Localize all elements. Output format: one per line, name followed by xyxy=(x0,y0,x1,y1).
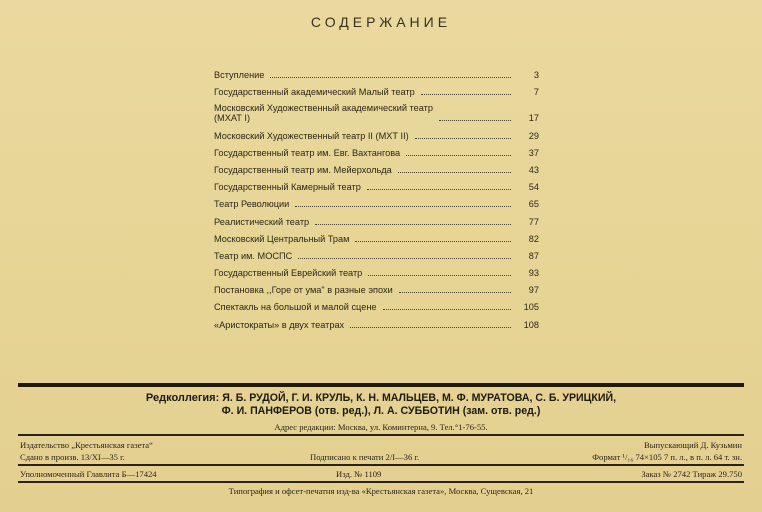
divider xyxy=(18,434,744,436)
toc-entry-title: Постановка ,,Горе от ума" в разные эпохи xyxy=(214,285,393,296)
leader-dots xyxy=(355,240,511,242)
toc-entry-title: Московский Художественный академический театр (МХАТ I) xyxy=(214,103,433,124)
toc-entry-title: Московский Центральный Трам xyxy=(214,233,350,244)
toc-entry-page: 29 xyxy=(528,130,539,141)
leader-dots xyxy=(383,308,511,310)
toc-entry xyxy=(214,244,539,261)
toc-entry-page: 3 xyxy=(533,70,539,81)
imprint-signed: Подписано к печати 2/I—36 г. xyxy=(310,452,420,462)
page-title: СОДЕРЖАНИЕ xyxy=(310,14,452,30)
toc-entry-page: 7 xyxy=(533,87,539,98)
toc-entry-page: 77 xyxy=(528,216,539,227)
toc-entry-page: 105 xyxy=(523,302,539,313)
toc-entry xyxy=(214,278,539,295)
toc-entry-title: Государственный театр им. Евг. Вахтангова xyxy=(214,147,401,158)
toc-entry-title: «Аристократы» в двух театрах xyxy=(214,319,345,330)
toc-entry xyxy=(214,175,539,192)
editorial-board xyxy=(18,392,744,418)
toc-entry xyxy=(214,261,539,278)
toc-entry-title: Московский Художественный театр II (МХТ II) xyxy=(214,130,409,141)
leader-dots xyxy=(398,171,511,173)
toc-entry-title: Спектакль на большой и малой сцене xyxy=(214,302,377,313)
toc-entry xyxy=(214,158,539,175)
leader-dots xyxy=(315,223,511,225)
toc-entry xyxy=(214,227,539,244)
leader-dots xyxy=(439,119,511,121)
leader-dots xyxy=(295,205,511,207)
toc-entry-title: Государственный Еврейский театр xyxy=(214,268,363,279)
toc-entry-page: 108 xyxy=(523,319,539,330)
toc-entry-page: 82 xyxy=(528,233,539,244)
heavy-divider xyxy=(18,383,744,387)
toc-entry xyxy=(214,63,539,80)
toc-entry-title: Реалистический театр xyxy=(214,216,310,227)
toc-entry-page: 54 xyxy=(528,182,539,193)
toc-entry-title: Вступление xyxy=(214,70,265,81)
leader-dots xyxy=(350,326,511,328)
toc-entry-title: Государственный Камерный театр xyxy=(214,182,361,193)
toc-entry-title: Театр Революции xyxy=(214,199,290,210)
toc-entry-page: 93 xyxy=(528,268,539,279)
leader-dots xyxy=(399,291,511,293)
toc-entry xyxy=(214,97,539,123)
editorial-label: Редколлегия: xyxy=(145,392,220,404)
toc-entry xyxy=(214,312,539,329)
editorial-line-1 xyxy=(18,392,744,405)
leader-dots xyxy=(406,154,511,156)
toc-entry-title: Государственный театр им. Мейерхольда xyxy=(214,164,392,175)
imprint-glavlit: Уполномоченный Главлита Б—17424 xyxy=(20,469,157,479)
imprint-izd: Изд. № 1109 xyxy=(336,469,382,479)
toc-entry-page: 17 xyxy=(528,113,539,124)
leader-dots xyxy=(421,93,511,95)
leader-dots xyxy=(415,137,511,139)
toc-entry-page: 43 xyxy=(528,164,539,175)
toc-entry xyxy=(214,209,539,226)
toc-entry-page: 97 xyxy=(528,285,539,296)
imprint-printer: Типография и офсет-печатня изд-ва «Крестьянская газета», Москва, Сущевская, 21 xyxy=(228,486,534,496)
imprint-format: Формат ¹/₁₆ 74×105 7 п. л., в п. л. 64 т. зн. xyxy=(592,452,742,462)
imprint-issuer: Выпускающий Д. Кузьмин xyxy=(644,440,742,450)
toc-entry xyxy=(214,123,539,140)
toc-entry xyxy=(214,295,539,312)
imprint-submitted: Сдано в произв. 13/XI—35 г. xyxy=(20,452,125,462)
divider xyxy=(18,481,744,483)
toc-entry-page: 87 xyxy=(528,250,539,261)
leader-dots xyxy=(368,274,511,276)
editorial-address: Адрес редакции: Москва, ул. Коминтерна, 9. Тел.°1-76-55. xyxy=(274,422,488,432)
toc-entry-title: Театр им. МОСПС xyxy=(214,250,293,261)
toc-entry xyxy=(214,80,539,97)
leader-dots xyxy=(270,76,511,78)
editorial-names-1: Я. Б. РУДОЙ, Г. И. КРУЛЬ, К. Н. МАЛЬЦЕВ, М. Ф. МУРАТОВА, С. Б. УРИЦКИЙ, xyxy=(222,392,617,404)
imprint-publisher: Издательство „Крестьянская газета“ xyxy=(20,440,153,450)
imprint-order: Заказ № 2742 Тираж 29.750 xyxy=(641,469,742,479)
editorial-names-2: Ф. И. ПАНФЕРОВ (отв. ред.), Л. А. СУББОТИН (зам. отв. ред.) xyxy=(221,405,541,417)
toc-entry xyxy=(214,192,539,209)
leader-dots xyxy=(367,188,511,190)
table-of-contents xyxy=(214,63,539,330)
toc-entry-page: 65 xyxy=(528,199,539,210)
toc-entry-page: 37 xyxy=(528,147,539,158)
toc-entry-title: Государственный академический Малый театр xyxy=(214,87,415,98)
toc-entry xyxy=(214,141,539,158)
leader-dots xyxy=(298,257,511,259)
divider xyxy=(18,464,744,466)
